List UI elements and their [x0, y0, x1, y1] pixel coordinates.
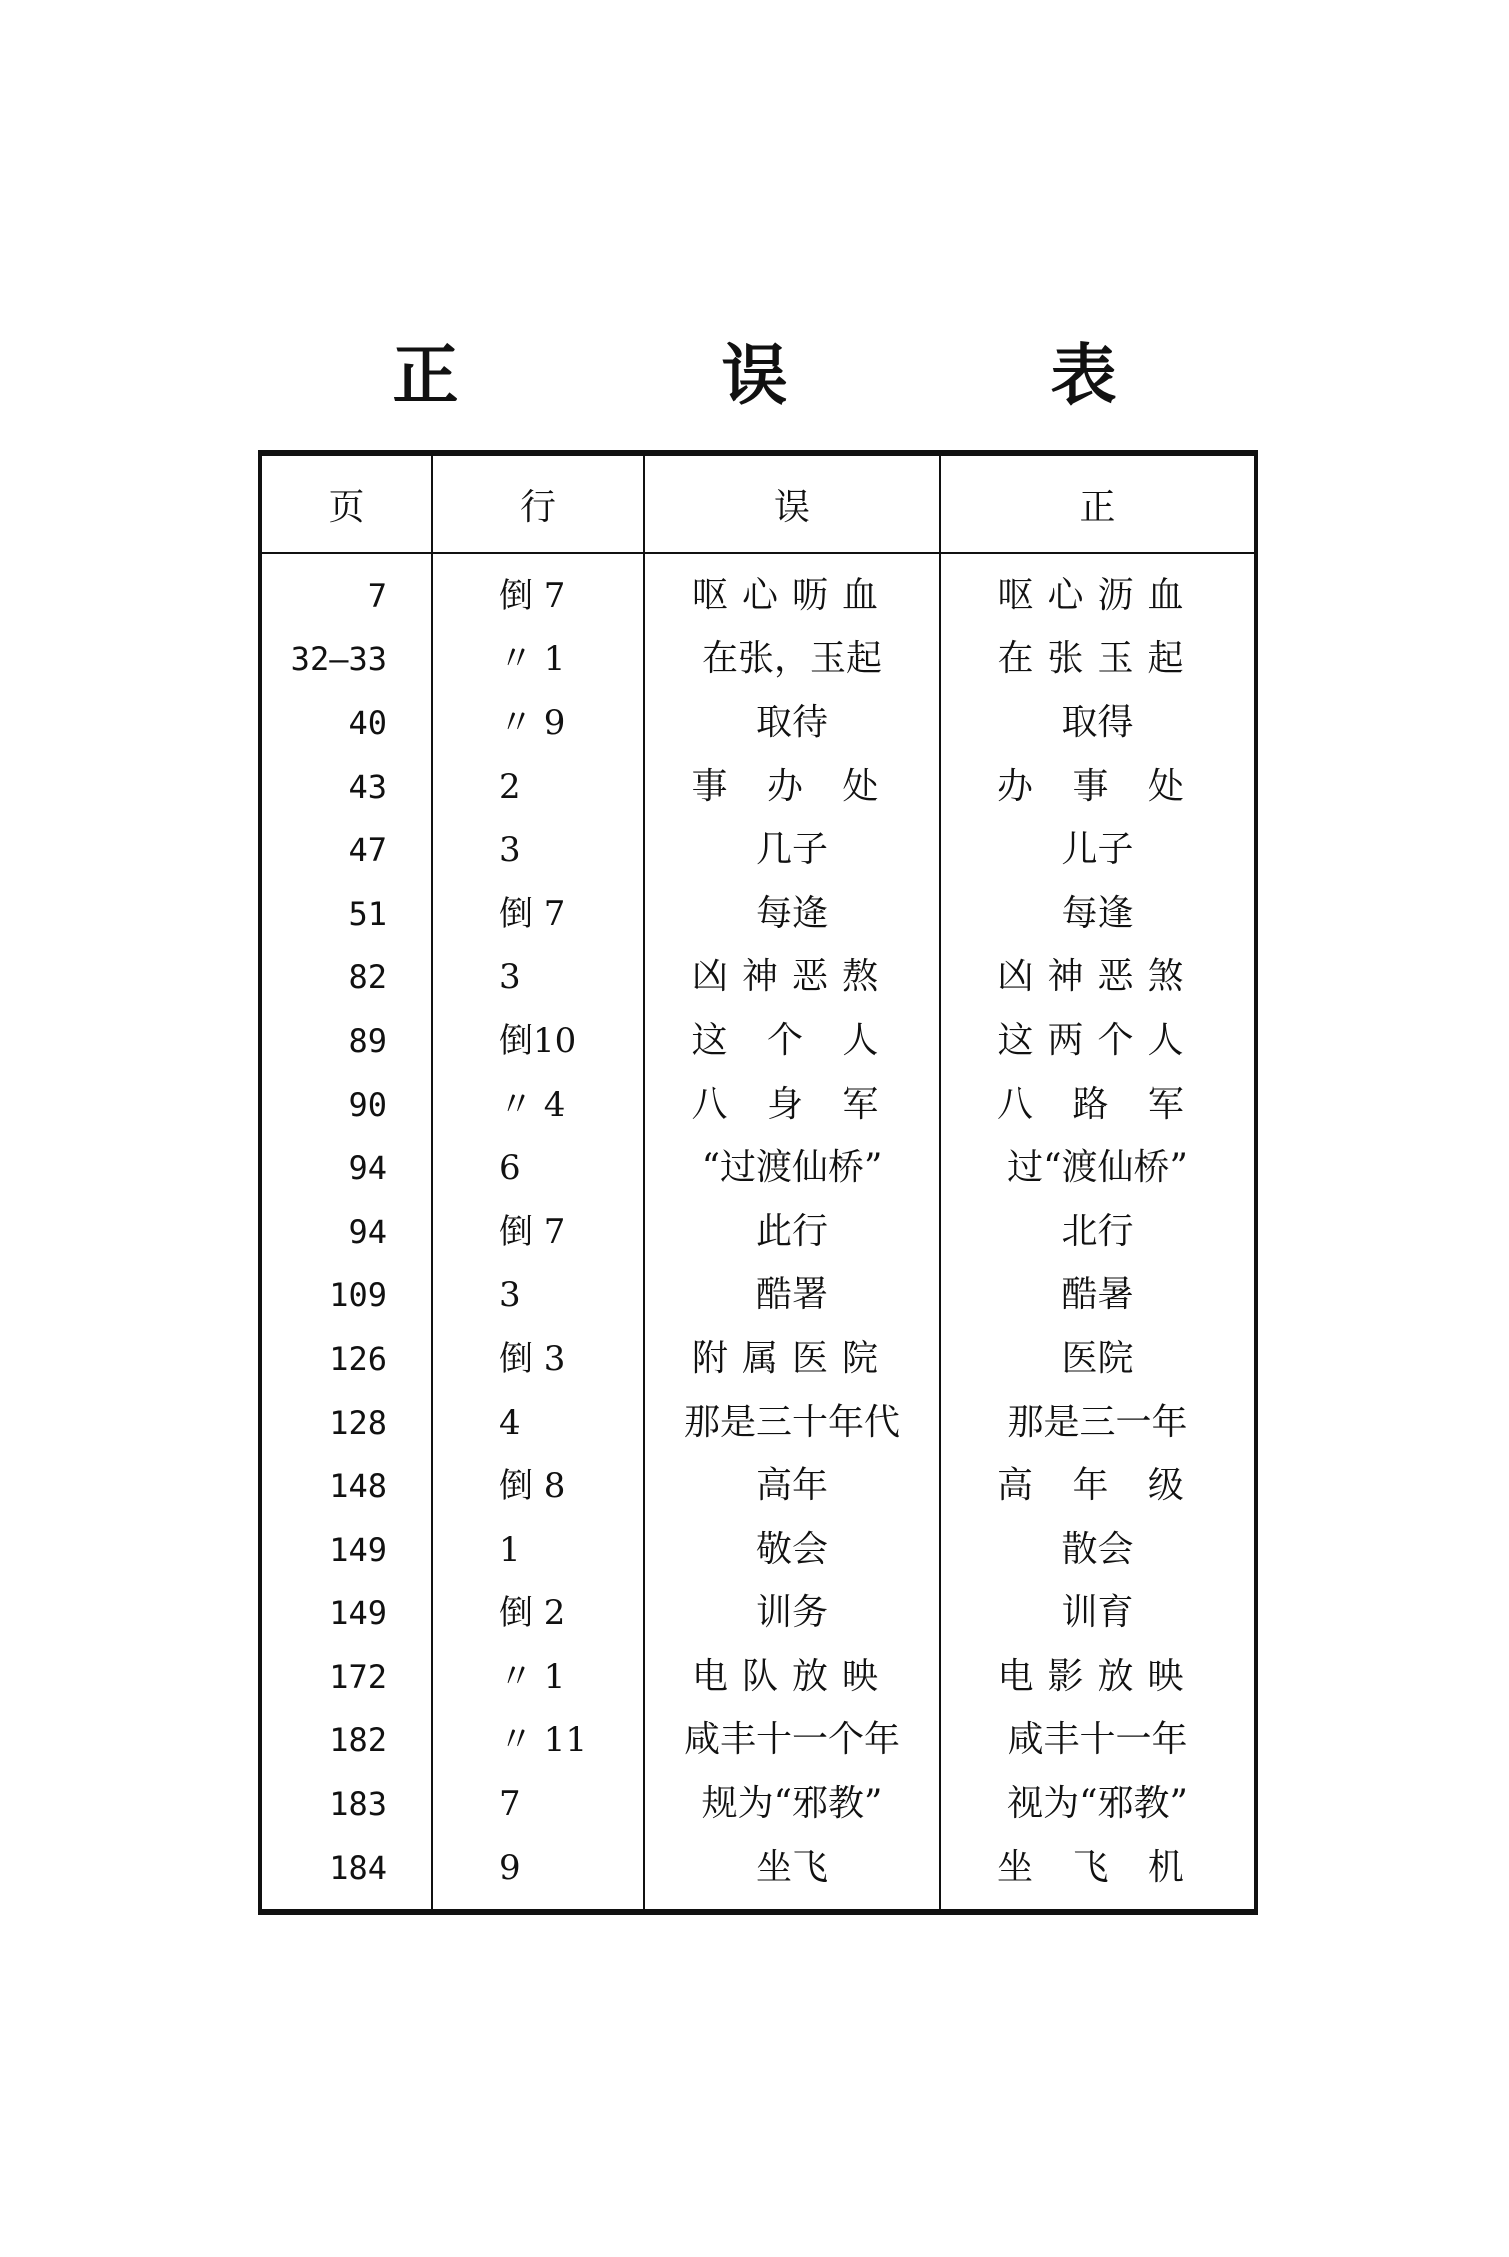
cell-line: 3: [432, 946, 644, 1010]
cell-page: 172: [329, 1657, 387, 1696]
cell-line: 倒 7: [432, 553, 644, 628]
table-row: [260, 1836, 1256, 1913]
table-row: [260, 818, 1256, 882]
cell-line: 4: [432, 1391, 644, 1455]
cell-line: 3: [432, 818, 644, 882]
table-row: [260, 1136, 1256, 1200]
cell-wrong: “过渡仙桥”: [644, 1136, 940, 1200]
cell-page: 149: [329, 1530, 387, 1569]
cell-wrong: 规为“邪教”: [644, 1772, 940, 1836]
cell-page: 40: [348, 703, 387, 742]
cell-correct: 咸丰十一年: [940, 1709, 1256, 1773]
table-row: [260, 1009, 1256, 1073]
cell-line: 9: [432, 1836, 644, 1913]
cell-line: 倒 3: [432, 1327, 644, 1391]
table-row: [260, 1582, 1256, 1646]
errata-body: [260, 553, 1256, 1912]
header-line: 行: [432, 453, 644, 553]
cell-correct: 训育: [940, 1582, 1256, 1646]
cell-correct: 凶神恶煞: [940, 946, 1256, 1010]
cell-line: 1: [432, 1518, 644, 1582]
cell-page: 149: [329, 1594, 387, 1633]
cell-page: 182: [329, 1721, 387, 1760]
cell-wrong: 每逄: [644, 882, 940, 946]
cell-wrong: 八 身 军: [644, 1073, 940, 1137]
cell-line: 倒 8: [432, 1454, 644, 1518]
cell-page: 184: [329, 1848, 387, 1887]
cell-wrong: 训务: [644, 1582, 940, 1646]
cell-correct: 酷暑: [940, 1264, 1256, 1328]
cell-page: 94: [348, 1212, 387, 1251]
cell-correct: 八 路 军: [940, 1073, 1256, 1137]
cell-correct: 办 事 处: [940, 755, 1256, 819]
cell-wrong: 凶神恶熬: [644, 946, 940, 1010]
cell-correct: 在张玉起: [940, 628, 1256, 692]
cell-correct: 呕心沥血: [940, 553, 1256, 628]
cell-wrong: 呕心呖血: [644, 553, 940, 628]
cell-wrong: 在张，玉起: [644, 628, 940, 692]
cell-wrong: 咸丰十一个年: [644, 1709, 940, 1773]
cell-wrong: 几子: [644, 818, 940, 882]
cell-line: 倒10: [432, 1009, 644, 1073]
cell-line: 〃 1: [432, 628, 644, 692]
table-row: [260, 1772, 1256, 1836]
table-row: [260, 1073, 1256, 1137]
cell-page: 43: [348, 767, 387, 806]
cell-wrong: 电队放映: [644, 1645, 940, 1709]
cell-line: 7: [432, 1772, 644, 1836]
cell-correct: 北行: [940, 1200, 1256, 1264]
cell-line: 〃 11: [432, 1709, 644, 1773]
cell-wrong: 那是三十年代: [644, 1391, 940, 1455]
cell-wrong: 此行: [644, 1200, 940, 1264]
cell-page: 109: [329, 1276, 387, 1315]
cell-page: 51: [348, 894, 387, 933]
cell-correct: 视为“邪教”: [940, 1772, 1256, 1836]
cell-page: 82: [348, 958, 387, 997]
cell-page: 148: [329, 1467, 387, 1506]
table-row: [260, 1327, 1256, 1391]
header-correct: 正: [940, 453, 1256, 553]
cell-page: 47: [348, 831, 387, 870]
table-row: [260, 1454, 1256, 1518]
cell-wrong: 事 办 处: [644, 755, 940, 819]
cell-wrong: 这 个 人: [644, 1009, 940, 1073]
header-page: 页: [260, 453, 432, 553]
cell-correct: 那是三一年: [940, 1391, 1256, 1455]
table-row: [260, 946, 1256, 1010]
cell-page: 7: [367, 576, 387, 615]
errata-table: [258, 450, 1258, 1915]
table-row: [260, 1645, 1256, 1709]
cell-line: 〃 9: [432, 691, 644, 755]
cell-line: 〃 1: [432, 1645, 644, 1709]
header-wrong: 误: [644, 453, 940, 553]
cell-page: 94: [348, 1149, 387, 1188]
cell-correct: 医院: [940, 1327, 1256, 1391]
table-row: [260, 628, 1256, 692]
cell-wrong: 高年: [644, 1454, 940, 1518]
table-row: [260, 882, 1256, 946]
cell-correct: 这两个人: [940, 1009, 1256, 1073]
cell-wrong: 取待: [644, 691, 940, 755]
cell-correct: 高 年 级: [940, 1454, 1256, 1518]
table-row: [260, 691, 1256, 755]
cell-correct: 取得: [940, 691, 1256, 755]
cell-page: 126: [329, 1339, 387, 1378]
cell-wrong: 附属医院: [644, 1327, 940, 1391]
cell-wrong: 坐飞: [644, 1836, 940, 1913]
page-title: 正 误 表: [392, 336, 1237, 414]
cell-correct: 过“渡仙桥”: [940, 1136, 1256, 1200]
cell-correct: 电影放映: [940, 1645, 1256, 1709]
cell-correct: 散会: [940, 1518, 1256, 1582]
header-row: [260, 453, 1256, 553]
cell-line: 倒 7: [432, 1200, 644, 1264]
cell-page: 32—33: [290, 640, 387, 679]
cell-page: 89: [348, 1021, 387, 1060]
cell-wrong: 酷署: [644, 1264, 940, 1328]
table-row: [260, 1200, 1256, 1264]
cell-page: 128: [329, 1403, 387, 1442]
table-row: [260, 1391, 1256, 1455]
table-row: [260, 755, 1256, 819]
cell-line: 3: [432, 1264, 644, 1328]
cell-wrong: 敬会: [644, 1518, 940, 1582]
cell-line: 〃 4: [432, 1073, 644, 1137]
cell-page: 90: [348, 1085, 387, 1124]
cell-page: 183: [329, 1785, 387, 1824]
cell-correct: 坐 飞 机: [940, 1836, 1256, 1913]
cell-line: 倒 2: [432, 1582, 644, 1646]
cell-line: 6: [432, 1136, 644, 1200]
cell-line: 倒 7: [432, 882, 644, 946]
table-row: [260, 553, 1256, 628]
table-row: [260, 1709, 1256, 1773]
cell-correct: 每逢: [940, 882, 1256, 946]
cell-line: 2: [432, 755, 644, 819]
cell-correct: 儿子: [940, 818, 1256, 882]
table-row: [260, 1518, 1256, 1582]
table-row: [260, 1264, 1256, 1328]
